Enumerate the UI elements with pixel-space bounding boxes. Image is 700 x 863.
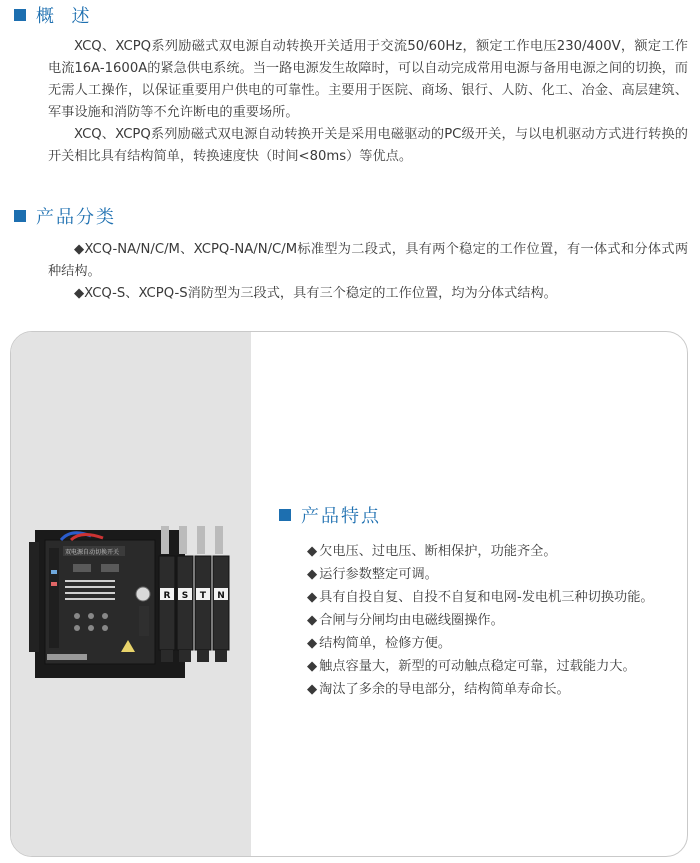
diamond-bullet-icon: ◆ bbox=[307, 636, 318, 651]
overview-heading bbox=[14, 1, 91, 29]
diamond-bullet-icon: ◆ bbox=[307, 613, 318, 628]
classification-title: 产品分类 bbox=[36, 207, 116, 228]
classification-text bbox=[48, 239, 688, 305]
classification-heading bbox=[14, 202, 116, 230]
features-title: 产品特点 bbox=[301, 506, 381, 527]
features-section bbox=[279, 502, 654, 701]
classification-item-1: ◆XCQ-NA/N/C/M、XCPQ-NA/N/C/M标准型为二段式，具有两个稳定的工作位置，有一体式和分体式两种结构。 bbox=[48, 242, 688, 279]
overview-paragraph-2: XCQ、XCPQ系列励磁式双电源自动转换开关是采用电磁驱动的PC级开关，与以电机驱动方式进行转换的开关相比具有结构简单，转换速度快（时间<80ms）等优点。 bbox=[48, 127, 688, 164]
features-heading bbox=[279, 502, 654, 528]
diamond-bullet-icon: ◆ bbox=[307, 682, 318, 697]
overview-title: 概 述 bbox=[36, 6, 92, 27]
transfer-switch-illustration bbox=[11, 332, 251, 856]
phase-label-r: R bbox=[163, 591, 171, 601]
phase-label-t: T bbox=[199, 591, 207, 601]
diamond-bullet-icon: ◆ bbox=[307, 567, 318, 582]
feature-item: ◆ 具有自投自复、自投不自复和电网-发电机三种切换功能。 bbox=[307, 590, 654, 605]
feature-item: ◆ 淘汰了多余的导电部分，结构简单寿命长。 bbox=[307, 682, 570, 697]
feature-item: ◆ 欠电压、过电压、断相保护，功能齐全。 bbox=[307, 544, 557, 559]
overview-text bbox=[48, 36, 688, 168]
diamond-bullet-icon: ◆ bbox=[307, 590, 318, 605]
heading-square-icon bbox=[14, 9, 26, 21]
diamond-bullet-icon: ◆ bbox=[307, 544, 318, 559]
feature-item: ◆ 触点容量大，新型的可动触点稳定可靠，过载能力大。 bbox=[307, 659, 636, 674]
phase-label-s: S bbox=[181, 591, 189, 601]
feature-item: ◆ 运行参数整定可调。 bbox=[307, 567, 438, 582]
phase-label-n: N bbox=[217, 591, 225, 601]
classification-item-2: ◆XCQ-S、XCPQ-S消防型为三段式，具有三个稳定的工作位置，均为分体式结构。 bbox=[74, 286, 557, 301]
heading-square-icon bbox=[279, 509, 291, 521]
diamond-bullet-icon: ◆ bbox=[307, 659, 318, 674]
overview-paragraph-1: XCQ、XCPQ系列励磁式双电源自动转换开关适用于交流50/60Hz，额定工作电压230/400V，额定工作电流16A-1600A的紧急供电系统。当一路电源发生故障时，可以自动完成常用电源与备用电源之间的切换，而无需人工操作，以保证重要用户供电的可靠性。主要用于医院、商场、银行、人防、化工、冶金、高层建筑、军事设施和消防等不允许断电的重要场所。 bbox=[48, 39, 688, 120]
product-card bbox=[10, 331, 688, 857]
product-image-panel bbox=[11, 332, 251, 856]
feature-item: ◆ 结构简单，检修方便。 bbox=[307, 636, 452, 651]
features-list bbox=[279, 540, 654, 701]
panel-label: 双电源自动切换开关 bbox=[65, 549, 120, 556]
heading-square-icon bbox=[14, 210, 26, 222]
feature-item: ◆ 合闸与分闸均由电磁线圈操作。 bbox=[307, 613, 504, 628]
